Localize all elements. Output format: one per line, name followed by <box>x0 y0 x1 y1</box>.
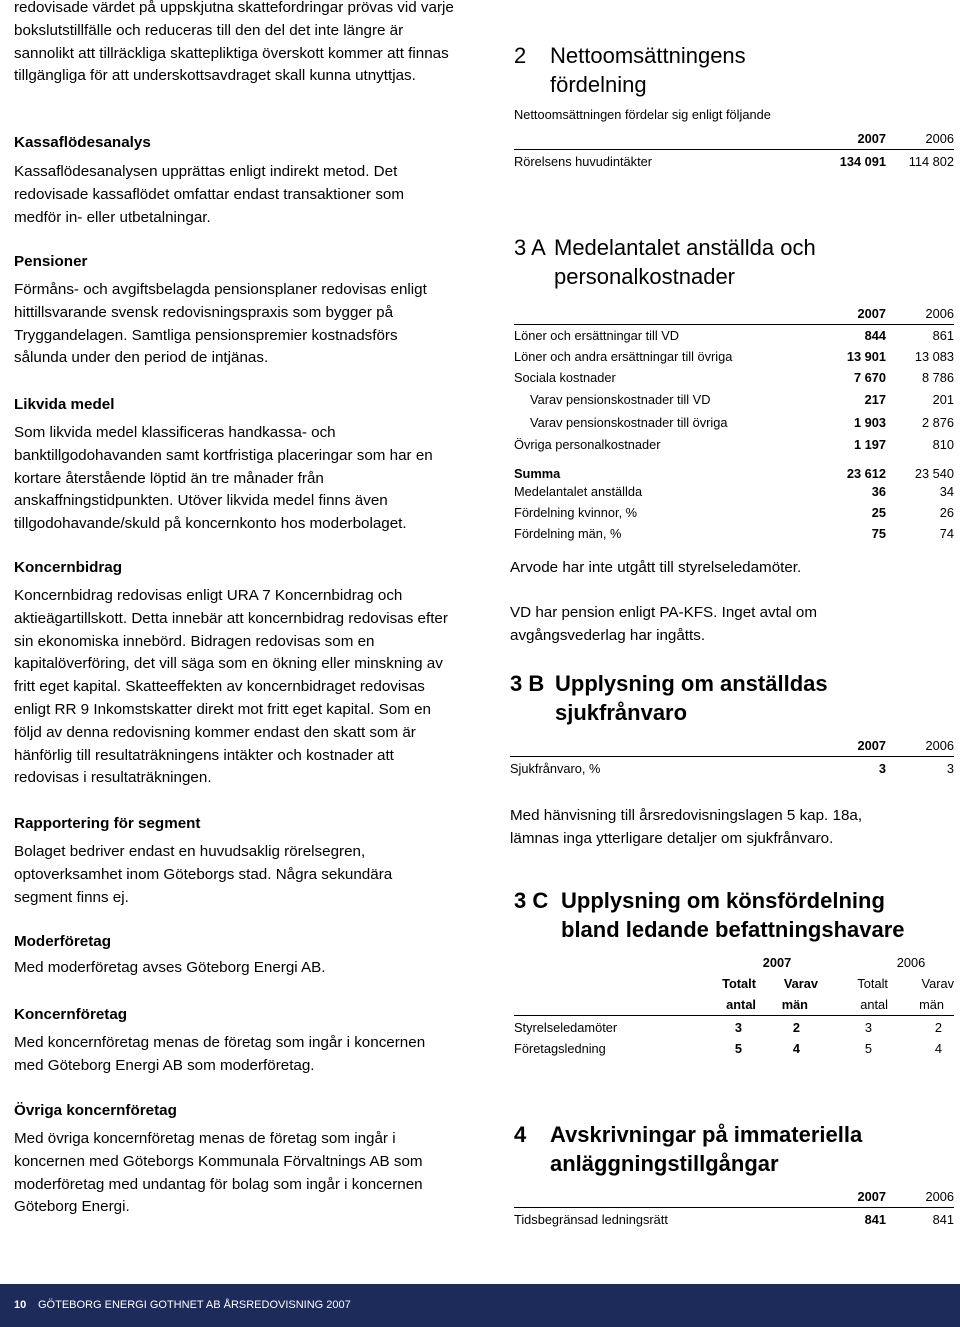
note-4-table <box>514 1186 954 1230</box>
sjukfranvaro-text: Med hänvisning till årsredovisningslagen 5 kap. 18a, lämnas inga ytterligare detaljer om sjukfrånvaro. <box>510 807 863 847</box>
row-value-a2: 4 <box>792 1041 800 1056</box>
row-value-a: 134 091 <box>839 153 886 169</box>
ovriga-heading: Övriga koncernföretag <box>14 1102 177 1119</box>
col-totalt-a: Totalt <box>722 976 756 991</box>
note-3a-heading <box>514 234 954 291</box>
section-kassaflode <box>14 132 454 229</box>
note-3b-table <box>510 735 954 779</box>
note-2-table <box>514 128 954 172</box>
year-a: 2007 <box>857 738 886 753</box>
note-2-heading <box>514 42 954 99</box>
intro-paragraph: redovisade värdet på uppskjutna skattefordringar prövas vid varje bokslutstillfälle och reduceras till den del det inte längre är sannolikt att tillräckliga skattepliktiga överskott kommer att finnas tillgängliga för att underskottsavdraget skall kunna utnyttjas. <box>14 0 454 85</box>
note-3c <box>514 887 954 1059</box>
note-2-intro: Nettoomsättningen fördelar sig enligt följande <box>514 107 771 122</box>
arvode-text: Arvode har inte utgått till styrelseledamöter. <box>510 559 802 576</box>
segment-text: Bolaget bedriver endast en huvudsaklig rörelsegren, optoverksamhet inom Göteborgs stad. Några sekundära segment finns ej. <box>14 843 393 906</box>
row-label: Fördelning män, % <box>514 526 622 541</box>
table-row <box>514 502 954 523</box>
row-label: Sociala kostnader <box>514 370 616 385</box>
row-value-b: 23 540 <box>914 466 954 481</box>
note-3a-table <box>514 303 954 544</box>
row-value-b: 841 <box>932 1211 954 1227</box>
table-row <box>514 481 954 502</box>
row-label: Sjukfrånvaro, % <box>510 760 601 776</box>
row-value-b: 8 786 <box>921 370 954 385</box>
page-footer <box>0 1284 960 1327</box>
table-row <box>514 411 954 434</box>
year-a: 2007 <box>857 306 886 321</box>
table-row <box>514 1208 954 1231</box>
note-3c-number: 3 C <box>514 888 549 913</box>
note-3c-title: Upplysning om könsfördelning bland ledande befattningshavare <box>561 888 905 942</box>
table-header-cols-1 <box>514 973 954 994</box>
row-value-a: 217 <box>864 392 886 407</box>
note-4 <box>514 1121 954 1230</box>
table-row <box>514 325 954 347</box>
year-b: 2006 <box>925 131 954 146</box>
section-segment <box>14 813 454 909</box>
table-header <box>514 1186 954 1208</box>
note-2-number: 2 <box>514 43 527 68</box>
note-2 <box>514 42 954 172</box>
row-value-a1: 5 <box>734 1041 742 1056</box>
pensioner-heading: Pensioner <box>14 253 88 270</box>
table-row <box>514 388 954 411</box>
row-label: Varav pensionskostnader till övriga <box>530 415 728 430</box>
table-row <box>514 150 954 173</box>
row-value-b2: 2 <box>934 1019 942 1035</box>
col-varav-b: Varav <box>921 976 954 991</box>
section-ovriga <box>14 1100 454 1219</box>
col-man-b: män <box>919 997 944 1012</box>
row-value-a: 844 <box>864 328 886 343</box>
row-value-b: 114 802 <box>908 153 954 169</box>
footer-title: GÖTEBORG ENERGI GOTHNET AB ÅRSREDOVISNING 2007 <box>38 1299 351 1311</box>
col-antal-b: antal <box>860 997 888 1012</box>
note-3a-title: Medelantalet anställda och personalkostnader <box>554 235 816 289</box>
year-b: 2006 <box>925 738 954 753</box>
row-label: Varav pensionskostnader till VD <box>530 392 711 407</box>
row-label: Styrelseledamöter <box>514 1019 618 1035</box>
row-label: Övriga personalkostnader <box>514 437 661 452</box>
row-value-b: 201 <box>932 392 954 407</box>
likvida-text: Som likvida medel klassificeras handkassa- och banktillgodohavanden samt kortfristiga placeringar som har en kortare återstående löptid än tre månader från anskaffningstidpunkten. Utöver likvida medel finns även tillgodohavande/skuld på koncernkonto hos moderbolaget. <box>14 424 433 533</box>
row-value-a: 3 <box>878 760 886 776</box>
row-value-b: 13 083 <box>914 349 954 364</box>
note-3c-table <box>514 952 954 1059</box>
table-row <box>514 346 954 367</box>
row-label: Företagsledning <box>514 1041 606 1056</box>
likvida-heading: Likvida medel <box>14 396 115 413</box>
koncernbidrag-text: Koncernbidrag redovisas enligt URA 7 Koncernbidrag och aktieägartillskott. Detta innebär att koncernbidrag redovisas efter sin ekonomiska innebörd. Bidragen redovisas som en kapitalöverföring, det vill säga som en ökning eller minskning av fritt eget kapital. Skatteeffekten av koncernbidraget redovisas enligt RR 9 Inkomstskatter direkt mot fritt eget kapital. Som en följd av denna redovisning kommer endast den skatt som är hänförlig till resultaträkningens intäkter och kostnader att redovisas i resultaträkningen. <box>14 587 448 787</box>
table-header <box>514 303 954 325</box>
table-header-cols-2 <box>514 994 954 1016</box>
section-moderforetag <box>14 931 454 980</box>
table-header <box>514 128 954 150</box>
section-likvida <box>14 394 454 536</box>
koncernforetag-heading: Koncernföretag <box>14 1006 128 1023</box>
row-value-a: 841 <box>864 1211 886 1227</box>
row-value-b: 26 <box>939 505 954 520</box>
note-4-title: Avskrivningar på immateriella anläggningstillgångar <box>550 1122 863 1176</box>
table-row <box>510 757 954 780</box>
row-label: Löner och ersättningar till VD <box>514 328 680 343</box>
table-row-sum <box>514 455 954 481</box>
year-a: 2007 <box>857 1189 886 1204</box>
year-a: 2007 <box>857 131 886 146</box>
moderforetag-heading: Moderföretag <box>14 933 112 950</box>
koncernbidrag-heading: Koncernbidrag <box>14 559 123 576</box>
note-3b-title: Upplysning om anställdas sjukfrånvaro <box>555 671 828 725</box>
row-label: Tidsbegränsad ledningsrätt <box>514 1211 668 1227</box>
section-koncernforetag <box>14 1004 454 1078</box>
row-value-a: 23 612 <box>846 466 886 481</box>
table-header <box>510 735 954 757</box>
row-value-b: 2 876 <box>921 415 954 430</box>
row-value-b1: 3 <box>864 1019 872 1035</box>
section-pensioner <box>14 251 454 370</box>
section-koncernbidrag <box>14 557 454 790</box>
col-varav-a: Varav <box>783 976 818 991</box>
row-value-a: 75 <box>871 526 886 541</box>
year-a: 2007 <box>762 955 792 970</box>
year-b: 2006 <box>925 306 954 321</box>
kassaflode-heading: Kassaflödesanalys <box>14 134 151 151</box>
row-value-b2: 4 <box>934 1041 942 1056</box>
row-label: Fördelning kvinnor, % <box>514 505 638 520</box>
row-value-a: 13 901 <box>846 349 886 364</box>
segment-heading: Rapportering för segment <box>14 815 201 832</box>
row-value-a: 1 197 <box>853 437 886 452</box>
row-value-a: 25 <box>871 505 886 520</box>
kassaflode-text: Kassaflödesanalysen upprättas enligt indirekt metod. Det redovisade kassaflödet omfattar endast transaktioner som medför in- eller utbetalningar. <box>14 163 405 226</box>
row-value-b: 810 <box>932 437 954 452</box>
row-label: Rörelsens huvudintäkter <box>514 153 652 169</box>
note-4-number: 4 <box>514 1122 527 1147</box>
ovriga-text: Med övriga koncernföretag menas de företag som ingår i koncernen med Göteborgs Kommunala Förvaltnings AB som moderföretag med undantag för bolag som ingår i koncernen Göteborg Energi. <box>14 1130 423 1216</box>
table-row <box>514 523 954 544</box>
year-b: 2006 <box>896 955 926 970</box>
moderforetag-text: Med moderföretag avses Göteborg Energi AB. <box>14 959 326 976</box>
note-3a-after <box>510 557 950 647</box>
row-label: Löner och andra ersättningar till övriga <box>514 349 733 364</box>
row-value-b1: 5 <box>864 1041 872 1056</box>
note-3c-heading <box>514 887 954 944</box>
note-2-title: Nettoomsättningens fördelning <box>550 43 746 97</box>
col-antal-a: antal <box>726 997 756 1012</box>
row-label: Summa <box>514 466 561 481</box>
row-value-a: 36 <box>871 484 886 499</box>
pensioner-text: Förmåns- och avgiftsbelagda pensionsplaner redovisas enligt hittillsvarande svensk redovisningspraxis som bygger på Tryggandelagen. Samtliga pensionspremier kostnadsförs sålunda under den period de intjänas. <box>14 281 427 367</box>
note-4-heading <box>514 1121 954 1178</box>
row-label: Medelantalet anställda <box>514 484 643 499</box>
table-row <box>514 1016 954 1039</box>
row-value-b: 34 <box>939 484 954 499</box>
vd-pension-text: VD har pension enligt PA-KFS. Inget avtal om avgångsvederlag har ingåtts. <box>510 603 817 644</box>
table-row <box>514 367 954 388</box>
row-value-b: 3 <box>946 760 954 776</box>
note-3b-number: 3 B <box>510 671 545 696</box>
row-value-b: 861 <box>932 328 954 343</box>
row-value-b: 74 <box>939 526 954 541</box>
row-value-a: 7 670 <box>853 370 886 385</box>
page-number: 10 <box>14 1299 27 1311</box>
table-header-years <box>514 952 954 973</box>
note-3a-number: 3 A <box>514 235 546 260</box>
note-3b-heading <box>510 670 954 727</box>
col-totalt-b: Totalt <box>857 976 888 991</box>
col-man-a: män <box>781 997 808 1012</box>
year-b: 2006 <box>925 1189 954 1204</box>
table-row <box>514 434 954 455</box>
koncernforetag-text: Med koncernföretag menas de företag som ingår i koncernen med Göteborg Energi AB som moderföretag. <box>14 1034 426 1074</box>
row-value-a: 1 903 <box>853 415 886 430</box>
note-3b <box>510 670 954 851</box>
row-value-a2: 2 <box>792 1019 800 1035</box>
table-row <box>514 1038 954 1059</box>
row-value-a1: 3 <box>734 1019 742 1035</box>
note-3a <box>514 234 954 544</box>
